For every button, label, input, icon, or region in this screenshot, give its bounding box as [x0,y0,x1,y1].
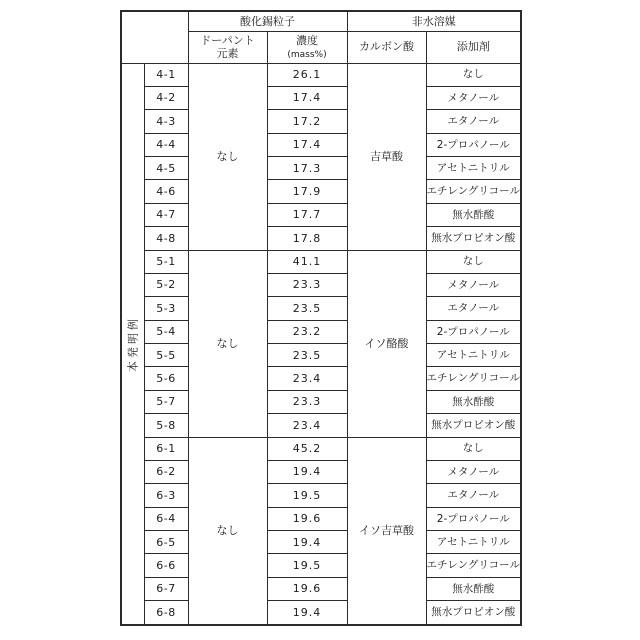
sample-id-cell: 5-4 [144,320,188,343]
table-row [121,390,521,413]
table-row [121,63,521,86]
concentration-cell: 23.5 [267,297,347,320]
table-row [121,250,521,273]
table-row [121,344,521,367]
concentration-cell: 41.1 [267,250,347,273]
concentration-cell: 19.5 [267,484,347,507]
concentration-cell: 17.8 [267,227,347,250]
concentration-cell: 19.4 [267,531,347,554]
additive-cell: アセトニトリル [426,157,521,180]
concentration-cell: 19.6 [267,507,347,530]
sample-id-cell: 4-4 [144,133,188,156]
concentration-cell: 23.2 [267,320,347,343]
dopant-cell: なし [188,437,267,625]
additive-cell: エチレングリコール [426,367,521,390]
concentration-cell: 17.2 [267,110,347,133]
corner-cell [121,11,188,63]
additive-cell: なし [426,63,521,86]
table-row [121,460,521,483]
experiment-results-table [120,10,522,626]
sample-id-cell: 4-6 [144,180,188,203]
sample-id-cell: 6-6 [144,554,188,577]
table-row [121,110,521,133]
concentration-cell: 23.4 [267,414,347,437]
additive-cell: 無水酢酸 [426,390,521,413]
table-row [121,227,521,250]
additive-cell: 無水酢酸 [426,203,521,226]
sample-id-cell: 5-5 [144,344,188,367]
concentration-cell: 17.4 [267,133,347,156]
dopant-cell: なし [188,63,267,250]
table-row [121,273,521,296]
dopant-cell: なし [188,250,267,437]
concentration-cell: 23.3 [267,273,347,296]
table-row [121,297,521,320]
additive-cell: 2-プロパノール [426,133,521,156]
row-group-label-cell [121,63,144,625]
additive-cell: エチレングリコール [426,554,521,577]
additive-cell: メタノール [426,86,521,109]
concentration-cell: 17.7 [267,203,347,226]
additive-cell: メタノール [426,273,521,296]
concentration-cell: 19.6 [267,577,347,600]
table-row [121,367,521,390]
concentration-cell: 17.3 [267,157,347,180]
sample-id-cell: 6-2 [144,460,188,483]
header-concentration-unit: (mass%) [287,49,327,60]
concentration-cell: 17.9 [267,180,347,203]
sample-id-cell: 4-2 [144,86,188,109]
concentration-cell: 19.4 [267,601,347,625]
additive-cell: 無水プロピオン酸 [426,227,521,250]
header-dopant-element [188,31,267,63]
sample-id-cell: 5-8 [144,414,188,437]
table-row [121,320,521,343]
column-group-row [121,11,521,31]
table-row [121,180,521,203]
sample-id-cell: 4-1 [144,63,188,86]
header-dopant-line1: ドーパント [200,33,255,47]
sample-id-cell: 5-3 [144,297,188,320]
table-row [121,203,521,226]
table-row [121,414,521,437]
table-row [121,484,521,507]
header-concentration-label: 濃度 [296,33,318,47]
additive-cell: 無水プロピオン酸 [426,414,521,437]
column-group-nonaqueous-solvent: 非水溶媒 [347,11,521,31]
sample-id-cell: 5-1 [144,250,188,273]
concentration-cell: 23.3 [267,390,347,413]
carboxylic-acid-cell: イソ酪酸 [347,250,426,437]
additive-cell: エタノール [426,297,521,320]
concentration-cell: 17.4 [267,86,347,109]
concentration-cell: 45.2 [267,437,347,460]
sample-id-cell: 5-2 [144,273,188,296]
sample-id-cell: 6-3 [144,484,188,507]
concentration-cell: 19.4 [267,460,347,483]
additive-cell: 2-プロパノール [426,320,521,343]
table-row [121,577,521,600]
additive-cell: エタノール [426,484,521,507]
row-group-label: 本発明例 [126,315,140,372]
table-row [121,601,521,625]
concentration-cell: 26.1 [267,63,347,86]
table-row [121,86,521,109]
header-concentration [267,31,347,63]
additive-cell: アセトニトリル [426,531,521,554]
additive-cell: エチレングリコール [426,180,521,203]
sample-id-cell: 5-6 [144,367,188,390]
column-group-tin-oxide-particles: 酸化錫粒子 [188,11,347,31]
sample-id-cell: 4-5 [144,157,188,180]
concentration-cell: 19.5 [267,554,347,577]
sample-id-cell: 6-1 [144,437,188,460]
carboxylic-acid-cell: 吉草酸 [347,63,426,250]
sample-id-cell: 4-3 [144,110,188,133]
sample-id-cell: 6-8 [144,601,188,625]
additive-cell: なし [426,250,521,273]
sample-id-cell: 4-8 [144,227,188,250]
concentration-cell: 23.4 [267,367,347,390]
table-row [121,531,521,554]
additive-cell: 無水酢酸 [426,577,521,600]
sample-id-cell: 6-7 [144,577,188,600]
sample-id-cell: 6-5 [144,531,188,554]
sample-id-cell: 5-7 [144,390,188,413]
carboxylic-acid-cell: イソ吉草酸 [347,437,426,625]
table-row [121,133,521,156]
concentration-cell: 23.5 [267,344,347,367]
additive-cell: 2-プロパノール [426,507,521,530]
header-carboxylic-acid: カルボン酸 [347,31,426,63]
table-row [121,507,521,530]
table-row [121,157,521,180]
additive-cell: 無水プロピオン酸 [426,601,521,625]
additive-cell: アセトニトリル [426,344,521,367]
additive-cell: エタノール [426,110,521,133]
table-row [121,437,521,460]
table-row [121,554,521,577]
sample-id-cell: 4-7 [144,203,188,226]
header-dopant-line2: 元素 [216,47,239,60]
header-additive: 添加剤 [426,31,521,63]
sample-id-cell: 6-4 [144,507,188,530]
additive-cell: なし [426,437,521,460]
additive-cell: メタノール [426,460,521,483]
